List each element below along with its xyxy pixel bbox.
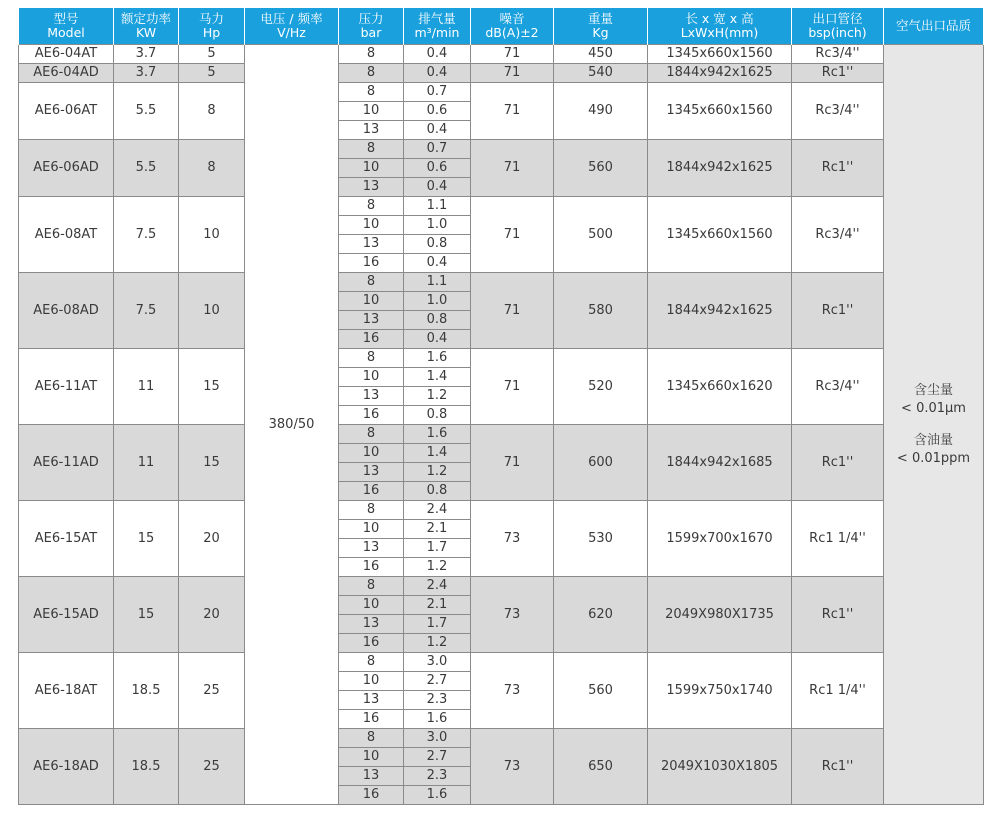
model-cell: AE6-08AD (19, 273, 114, 349)
header-dims: 长 x 宽 x 高 LxWxH(mm) (648, 8, 792, 45)
flow-cell: 0.4 (404, 178, 471, 197)
flow-cell: 1.4 (404, 368, 471, 387)
voltage-cell: 380/50 (245, 45, 339, 805)
header-flow: 排气量 m³/min (404, 8, 471, 45)
model-cell: AE6-15AD (19, 577, 114, 653)
table-row (19, 577, 984, 596)
power-cell: 15 (114, 501, 179, 577)
weight-cell: 520 (554, 349, 648, 425)
header-power: 额定功率 KW (114, 8, 179, 45)
spec-body (19, 45, 984, 805)
noise-cell: 73 (471, 577, 554, 653)
flow-cell: 1.2 (404, 634, 471, 653)
dims-cell: 1844x942x1625 (648, 64, 792, 83)
outlet-cell: Rc1'' (792, 729, 884, 805)
weight-cell: 450 (554, 45, 648, 64)
weight-cell: 650 (554, 729, 648, 805)
pressure-cell: 10 (339, 368, 404, 387)
weight-cell: 540 (554, 64, 648, 83)
hp-cell: 5 (179, 45, 245, 64)
flow-cell: 0.4 (404, 121, 471, 140)
header-outlet: 出口管径 bsp(inch) (792, 8, 884, 45)
header-row (19, 8, 984, 45)
dims-cell: 1345x660x1620 (648, 349, 792, 425)
pressure-cell: 10 (339, 596, 404, 615)
flow-cell: 1.6 (404, 349, 471, 368)
header-hp: 马力 Hp (179, 8, 245, 45)
noise-cell: 71 (471, 349, 554, 425)
pressure-cell: 13 (339, 121, 404, 140)
dims-cell: 2049X1030X1805 (648, 729, 792, 805)
flow-cell: 1.0 (404, 292, 471, 311)
model-cell: AE6-11AD (19, 425, 114, 501)
pressure-cell: 16 (339, 558, 404, 577)
dims-cell: 1599x750x1740 (648, 653, 792, 729)
outlet-cell: Rc3/4'' (792, 45, 884, 64)
spec-table (18, 8, 984, 805)
pressure-cell: 8 (339, 425, 404, 444)
pressure-cell: 13 (339, 539, 404, 558)
model-cell: AE6-06AT (19, 83, 114, 140)
table-row (19, 45, 984, 64)
flow-cell: 2.7 (404, 748, 471, 767)
outlet-cell: Rc3/4'' (792, 197, 884, 273)
outlet-cell: Rc1 1/4'' (792, 653, 884, 729)
model-cell: AE6-18AD (19, 729, 114, 805)
pressure-cell: 10 (339, 159, 404, 178)
dims-cell: 1345x660x1560 (648, 45, 792, 64)
pressure-cell: 10 (339, 520, 404, 539)
hp-cell: 8 (179, 140, 245, 197)
dims-cell: 1844x942x1625 (648, 140, 792, 197)
table-row (19, 64, 984, 83)
pressure-cell: 8 (339, 349, 404, 368)
pressure-cell: 8 (339, 64, 404, 83)
noise-cell: 71 (471, 64, 554, 83)
pressure-cell: 16 (339, 482, 404, 501)
hp-cell: 10 (179, 273, 245, 349)
hp-cell: 10 (179, 197, 245, 273)
noise-cell: 73 (471, 653, 554, 729)
outlet-cell: Rc3/4'' (792, 83, 884, 140)
model-cell: AE6-06AD (19, 140, 114, 197)
hp-cell: 15 (179, 425, 245, 501)
pressure-cell: 13 (339, 311, 404, 330)
flow-cell: 0.8 (404, 482, 471, 501)
flow-cell: 0.4 (404, 64, 471, 83)
header-weight: 重量 Kg (554, 8, 648, 45)
pressure-cell: 13 (339, 463, 404, 482)
outlet-cell: Rc1 1/4'' (792, 501, 884, 577)
power-cell: 5.5 (114, 140, 179, 197)
power-cell: 11 (114, 425, 179, 501)
hp-cell: 25 (179, 729, 245, 805)
flow-cell: 2.3 (404, 767, 471, 786)
dims-cell: 1345x660x1560 (648, 197, 792, 273)
model-cell: AE6-04AT (19, 45, 114, 64)
pressure-cell: 16 (339, 786, 404, 805)
pressure-cell: 8 (339, 45, 404, 64)
flow-cell: 1.6 (404, 710, 471, 729)
header-voltage: 电压 / 频率 V/Hz (245, 8, 339, 45)
table-row (19, 349, 984, 368)
pressure-cell: 10 (339, 216, 404, 235)
dims-cell: 1844x942x1625 (648, 273, 792, 349)
pressure-cell: 10 (339, 748, 404, 767)
flow-cell: 0.6 (404, 102, 471, 121)
hp-cell: 20 (179, 501, 245, 577)
outlet-cell: Rc1'' (792, 577, 884, 653)
flow-cell: 1.2 (404, 558, 471, 577)
oil-value: < 0.01ppm (896, 450, 971, 466)
model-cell: AE6-08AT (19, 197, 114, 273)
weight-cell: 600 (554, 425, 648, 501)
header-model: 型号 Model (19, 8, 114, 45)
noise-cell: 71 (471, 197, 554, 273)
pressure-cell: 8 (339, 273, 404, 292)
hp-cell: 20 (179, 577, 245, 653)
pressure-cell: 8 (339, 501, 404, 520)
oil-label: 含油量 (913, 432, 953, 448)
hp-cell: 15 (179, 349, 245, 425)
table-row (19, 273, 984, 292)
flow-cell: 3.0 (404, 653, 471, 672)
flow-cell: 2.7 (404, 672, 471, 691)
pressure-cell: 16 (339, 406, 404, 425)
flow-cell: 0.8 (404, 235, 471, 254)
pressure-cell: 8 (339, 729, 404, 748)
power-cell: 18.5 (114, 653, 179, 729)
pressure-cell: 16 (339, 634, 404, 653)
flow-cell: 1.2 (404, 387, 471, 406)
outlet-cell: Rc1'' (792, 425, 884, 501)
weight-cell: 530 (554, 501, 648, 577)
pressure-cell: 13 (339, 615, 404, 634)
model-cell: AE6-04AD (19, 64, 114, 83)
weight-cell: 620 (554, 577, 648, 653)
noise-cell: 73 (471, 501, 554, 577)
flow-cell: 1.7 (404, 539, 471, 558)
table-row (19, 653, 984, 672)
table-row (19, 140, 984, 159)
flow-cell: 1.1 (404, 197, 471, 216)
table-row (19, 729, 984, 748)
dims-cell: 1345x660x1560 (648, 83, 792, 140)
pressure-cell: 10 (339, 102, 404, 121)
pressure-cell: 16 (339, 330, 404, 349)
dims-cell: 2049X980X1735 (648, 577, 792, 653)
flow-cell: 2.4 (404, 577, 471, 596)
flow-cell: 0.4 (404, 45, 471, 64)
flow-cell: 1.2 (404, 463, 471, 482)
flow-cell: 0.6 (404, 159, 471, 178)
flow-cell: 2.3 (404, 691, 471, 710)
hp-cell: 5 (179, 64, 245, 83)
pressure-cell: 13 (339, 387, 404, 406)
flow-cell: 0.4 (404, 330, 471, 349)
header-quality: 空气出口品质 (884, 8, 984, 45)
flow-cell: 1.1 (404, 273, 471, 292)
header-pressure: 压力 bar (339, 8, 404, 45)
outlet-cell: Rc1'' (792, 273, 884, 349)
hp-cell: 8 (179, 83, 245, 140)
flow-cell: 1.7 (404, 615, 471, 634)
flow-cell: 0.4 (404, 254, 471, 273)
pressure-cell: 8 (339, 83, 404, 102)
noise-cell: 71 (471, 140, 554, 197)
noise-cell: 71 (471, 425, 554, 501)
header-noise: 噪音 dB(A)±2 (471, 8, 554, 45)
spacer (884, 418, 983, 432)
power-cell: 3.7 (114, 45, 179, 64)
noise-cell: 73 (471, 729, 554, 805)
model-cell: AE6-18AT (19, 653, 114, 729)
dust-value: < 0.01μm (901, 400, 966, 416)
flow-cell: 1.0 (404, 216, 471, 235)
table-row (19, 425, 984, 444)
pressure-cell: 13 (339, 235, 404, 254)
power-cell: 11 (114, 349, 179, 425)
pressure-cell: 13 (339, 178, 404, 197)
power-cell: 7.5 (114, 197, 179, 273)
weight-cell: 580 (554, 273, 648, 349)
power-cell: 15 (114, 577, 179, 653)
outlet-cell: Rc1'' (792, 140, 884, 197)
pressure-cell: 8 (339, 577, 404, 596)
flow-cell: 1.4 (404, 444, 471, 463)
model-cell: AE6-11AT (19, 349, 114, 425)
pressure-cell: 8 (339, 197, 404, 216)
flow-cell: 0.8 (404, 311, 471, 330)
weight-cell: 500 (554, 197, 648, 273)
flow-cell: 1.6 (404, 425, 471, 444)
model-cell: AE6-15AT (19, 501, 114, 577)
noise-cell: 71 (471, 83, 554, 140)
power-cell: 5.5 (114, 83, 179, 140)
outlet-cell: Rc3/4'' (792, 349, 884, 425)
power-cell: 18.5 (114, 729, 179, 805)
pressure-cell: 10 (339, 444, 404, 463)
flow-cell: 0.8 (404, 406, 471, 425)
hp-cell: 25 (179, 653, 245, 729)
flow-cell: 2.4 (404, 501, 471, 520)
flow-cell: 0.7 (404, 140, 471, 159)
weight-cell: 560 (554, 653, 648, 729)
flow-cell: 1.6 (404, 786, 471, 805)
noise-cell: 71 (471, 45, 554, 64)
dust-label: 含尘量 (913, 382, 953, 398)
pressure-cell: 8 (339, 653, 404, 672)
flow-cell: 0.7 (404, 83, 471, 102)
dims-cell: 1844x942x1685 (648, 425, 792, 501)
table-row (19, 83, 984, 102)
pressure-cell: 16 (339, 254, 404, 273)
pressure-cell: 16 (339, 710, 404, 729)
pressure-cell: 13 (339, 691, 404, 710)
dims-cell: 1599x700x1670 (648, 501, 792, 577)
air-quality-cell (884, 45, 984, 805)
flow-cell: 2.1 (404, 520, 471, 539)
pressure-cell: 8 (339, 140, 404, 159)
pressure-cell: 10 (339, 292, 404, 311)
power-cell: 3.7 (114, 64, 179, 83)
table-row (19, 501, 984, 520)
flow-cell: 2.1 (404, 596, 471, 615)
power-cell: 7.5 (114, 273, 179, 349)
outlet-cell: Rc1'' (792, 64, 884, 83)
pressure-cell: 13 (339, 767, 404, 786)
noise-cell: 71 (471, 273, 554, 349)
flow-cell: 3.0 (404, 729, 471, 748)
weight-cell: 490 (554, 83, 648, 140)
table-row (19, 197, 984, 216)
pressure-cell: 10 (339, 672, 404, 691)
weight-cell: 560 (554, 140, 648, 197)
